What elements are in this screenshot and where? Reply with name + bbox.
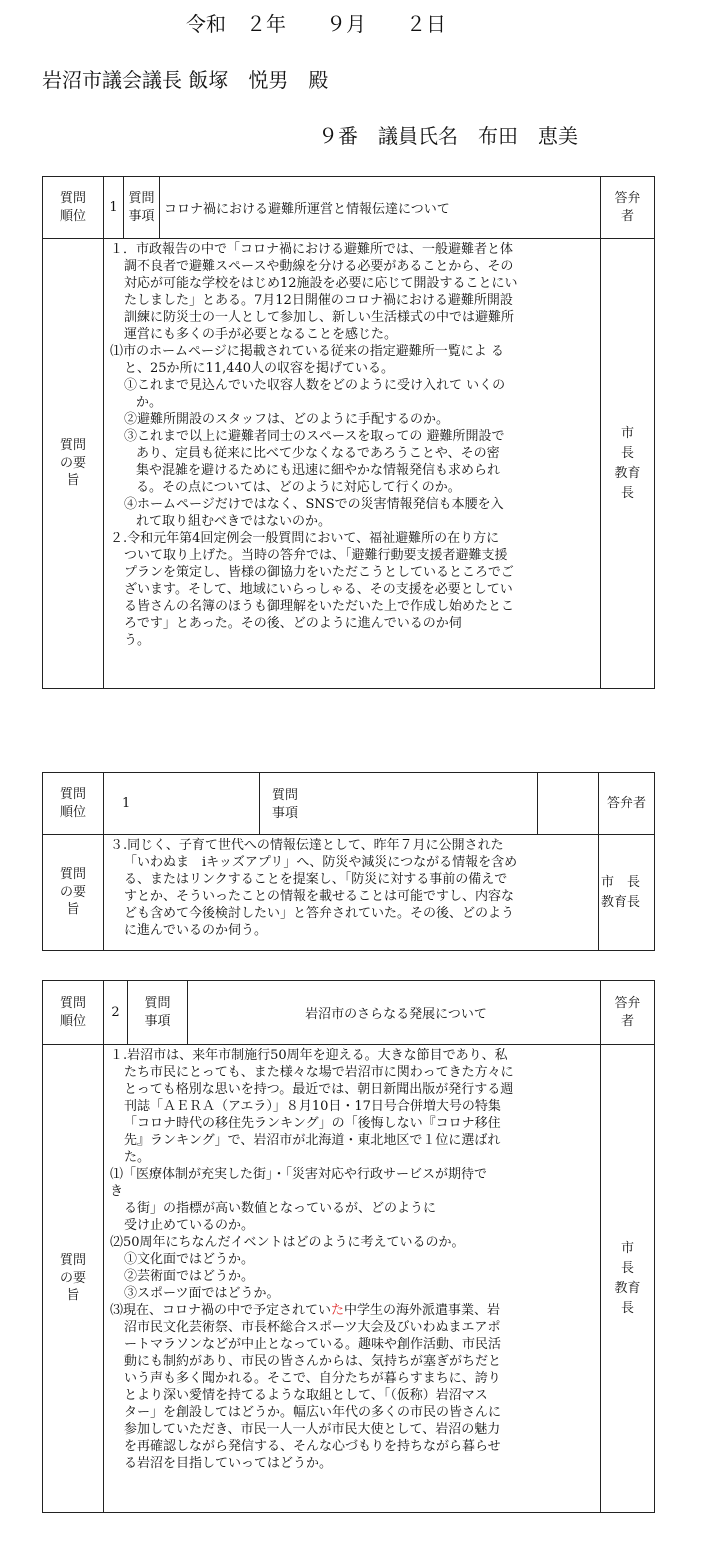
- answerer: 市 長 教育 長: [601, 1045, 655, 1513]
- body-line: 「コロナ時代の移住先ランキング」の「後悔しない『コロナ移住: [124, 1116, 501, 1131]
- order-number: 2: [104, 981, 128, 1045]
- body-line: れて取り組むべきではないのか。: [136, 514, 332, 529]
- body-line: か。: [136, 395, 163, 410]
- body-line: る皆さんの名簿のほうも御理解をいただいた上で作成し始めたとこ: [124, 599, 515, 614]
- order-number: 1: [104, 177, 124, 239]
- order-label: 質問 順位: [43, 773, 104, 835]
- body-line: る。その点については、どのように対応して行くのか。: [136, 480, 461, 495]
- order-label: 質問 順位: [43, 177, 104, 239]
- question-title: コロナ禍における避難所運営と情報伝達について: [160, 177, 601, 239]
- question-body: [104, 1045, 601, 1513]
- body-line: ター」を創設してはどうか。幅広い年代の多くの市民の皆さんに: [124, 1405, 502, 1420]
- body-line: ついて取り上げた。当時の答弁では、「避難行動要支援者避難支援: [124, 548, 508, 563]
- body-line: 訓練に防災士の一人として参加し、新しい生活様式の中では避難所: [124, 310, 515, 325]
- body-line: ④ホームページだけではなく、SNSでの災害情報発信も本腰を入: [124, 497, 504, 512]
- body-line: ⑵50周年にちなんだイベントはどのように考えているのか。: [110, 1235, 465, 1250]
- item-label: 質問 事項: [128, 981, 188, 1045]
- question-table-1: [42, 176, 655, 689]
- blank-cell: [538, 773, 599, 835]
- order-number: 1: [104, 773, 260, 835]
- item-label: 質問 事項: [260, 773, 538, 835]
- body-line: 沼市民文化芸術祭、市長杯総合スポーツ大会及びいわぬまエアポ: [124, 1320, 501, 1335]
- addressee: 岩沼市議会議長 飯塚 悦男 殿: [42, 68, 329, 92]
- body-line: 調不良者で避難スペースや動線を分ける必要があることから、その: [124, 259, 514, 274]
- body-line: いう声も多く聞かれる。そこで、自分たちが暮らすまちに、誇り: [124, 1371, 501, 1386]
- submission-date: 令和 ２年 ９月 ２日: [186, 12, 446, 36]
- body-line: ③スポーツ面ではどうか。: [124, 1286, 280, 1301]
- body-line: ②芸術面ではどうか。: [124, 1269, 255, 1284]
- gist-label: 質問 の要 旨: [43, 835, 104, 951]
- body-line: る、またはリンクすることを提案し、「防災に対する事前の備えで: [124, 872, 508, 887]
- item-label: 質問 事項: [124, 177, 160, 239]
- body-line: ②避難所開設のスタッフは、どのように手配するのか。: [124, 412, 450, 427]
- answerer-label: 答弁 者: [601, 177, 655, 239]
- highlighted-char: た: [331, 1303, 345, 1318]
- body-line: き: [110, 1184, 124, 1199]
- body-line: ども含めて今後検討したい」と答弁されていた。その後、どのよう: [124, 906, 515, 921]
- body-line: ⑴「医療体制が充実した街」・「災害対応や行政サービスが期待で: [110, 1167, 488, 1182]
- body-line: う。: [124, 633, 151, 648]
- body-line: 刊誌「ＡＥＲＡ（アエラ）」８月10日・17日号合併増大号の特集: [124, 1099, 501, 1114]
- body-line: 参加していただき、市民一人一人が市民大使として、岩沼の魅力: [124, 1422, 501, 1437]
- body-line: とより深い愛情を持てるような取組として、「（仮称）岩沼マス: [124, 1388, 488, 1403]
- body-line: 「いわぬま iキッズアプリ」へ、防災や減災につながる情報を含め: [124, 855, 518, 870]
- body-line: １．市政報告の中で「コロナ禍における避難所では、一般避難者と体: [110, 242, 514, 257]
- body-line: ろです」とあった。その後、どのように進んでいるのか伺: [124, 616, 462, 631]
- body-line: 受け止めているのか。: [124, 1218, 255, 1233]
- body-line: を再確認しながら発信する、そんな心づもりを持ちながら暮らせ: [124, 1439, 501, 1454]
- body-line: とっても格別な思いを持つ。最近では、朝日新聞出版が発行する週: [124, 1082, 514, 1097]
- answerer-label: 答弁 者: [601, 981, 655, 1045]
- body-line: 集や混雑を避けるためにも迅速に細やかな情報発信も求められ: [136, 463, 501, 478]
- body-line: ざいます。そして、地域にいらっしゃる、その支援を必要としてい: [124, 582, 513, 597]
- body-line: 対応が可能な学校をはじめ12施設を必要に応じて開設することにい: [124, 276, 518, 291]
- body-line: ３.同じく、子育て世代への情報伝達として、昨年７月に公開された: [110, 838, 504, 853]
- body-line: ③これまで以上に避難者同士のスペースを取っての 避難所開設で: [124, 429, 505, 444]
- body-line: ⑴市のホームページに掲載されている従来の指定避難所一覧によ る: [110, 344, 504, 359]
- body-line: る岩沼を目指していってはどうか。: [124, 1456, 333, 1471]
- body-line: 動にも制約があり、市民の皆さんからは、気持ちが塞ぎがちだと: [124, 1354, 502, 1369]
- body-line: た。: [124, 1150, 151, 1165]
- body-line: 先』ランキング」で、岩沼市が北海道・東北地区で１位に選ばれ: [124, 1133, 501, 1148]
- body-line: プランを策定し、皆様の御協力をいただこうとしているところでご: [124, 565, 514, 580]
- question-body: [104, 835, 599, 951]
- order-label: 質問 順位: [43, 981, 104, 1045]
- body-line: ２.令和元年第4回定例会一般質問において、福祉避難所の在り方に: [110, 531, 500, 546]
- body-line: に進んでいるのか伺う。: [124, 923, 268, 938]
- body-line: ⑶現在、コロナ禍の中で予定されていた中学生の海外派遣事業、岩: [110, 1303, 501, 1318]
- body-line: ①文化面ではどうか。: [124, 1252, 255, 1267]
- gist-label: 質問 の要 旨: [43, 1045, 104, 1513]
- answerer: 市 長 教育長: [599, 835, 655, 951]
- body-line: る街」の指標が高い数値となっているが、どのように: [124, 1201, 437, 1216]
- body-line: たしました」とある。7月12日開催のコロナ禍における避難所開設: [124, 293, 513, 308]
- gist-label: 質問 の要 旨: [43, 239, 104, 689]
- body-line: すとか、そういったことの情報を載せることは可能ですし、内容な: [124, 889, 515, 904]
- question-table-2: [42, 772, 655, 951]
- body-line: 運営にも多くの手が必要となることを感じた。: [124, 327, 398, 342]
- body-line: あり、定員も従来に比べて少なくなるであろうことや、その密: [136, 446, 500, 461]
- body-line: たち市民にとっても、また様々な場で岩沼市に関わってきた方々に: [124, 1065, 514, 1080]
- question-title: 岩沼市のさらなる発展について: [188, 981, 601, 1045]
- answerer: 市 長 教育 長: [601, 239, 655, 689]
- question-table-3: [42, 980, 655, 1513]
- question-body: [104, 239, 601, 689]
- answerer-label: 答弁者: [599, 773, 655, 835]
- body-line: １.岩沼市は、来年市制施行50周年を迎える。大きな節目であり、私: [110, 1048, 508, 1063]
- member-name: ９番 議員氏名 布田 恵美: [318, 124, 578, 148]
- body-line: ①これまで見込んでいた収容人数をどのように受け入れて いくの: [124, 378, 506, 393]
- body-line: ートマラソンなどが中止となっている。趣味や創作活動、市民活: [124, 1337, 502, 1352]
- body-line: と、25か所に11,440人の収容を掲げている。: [124, 361, 395, 376]
